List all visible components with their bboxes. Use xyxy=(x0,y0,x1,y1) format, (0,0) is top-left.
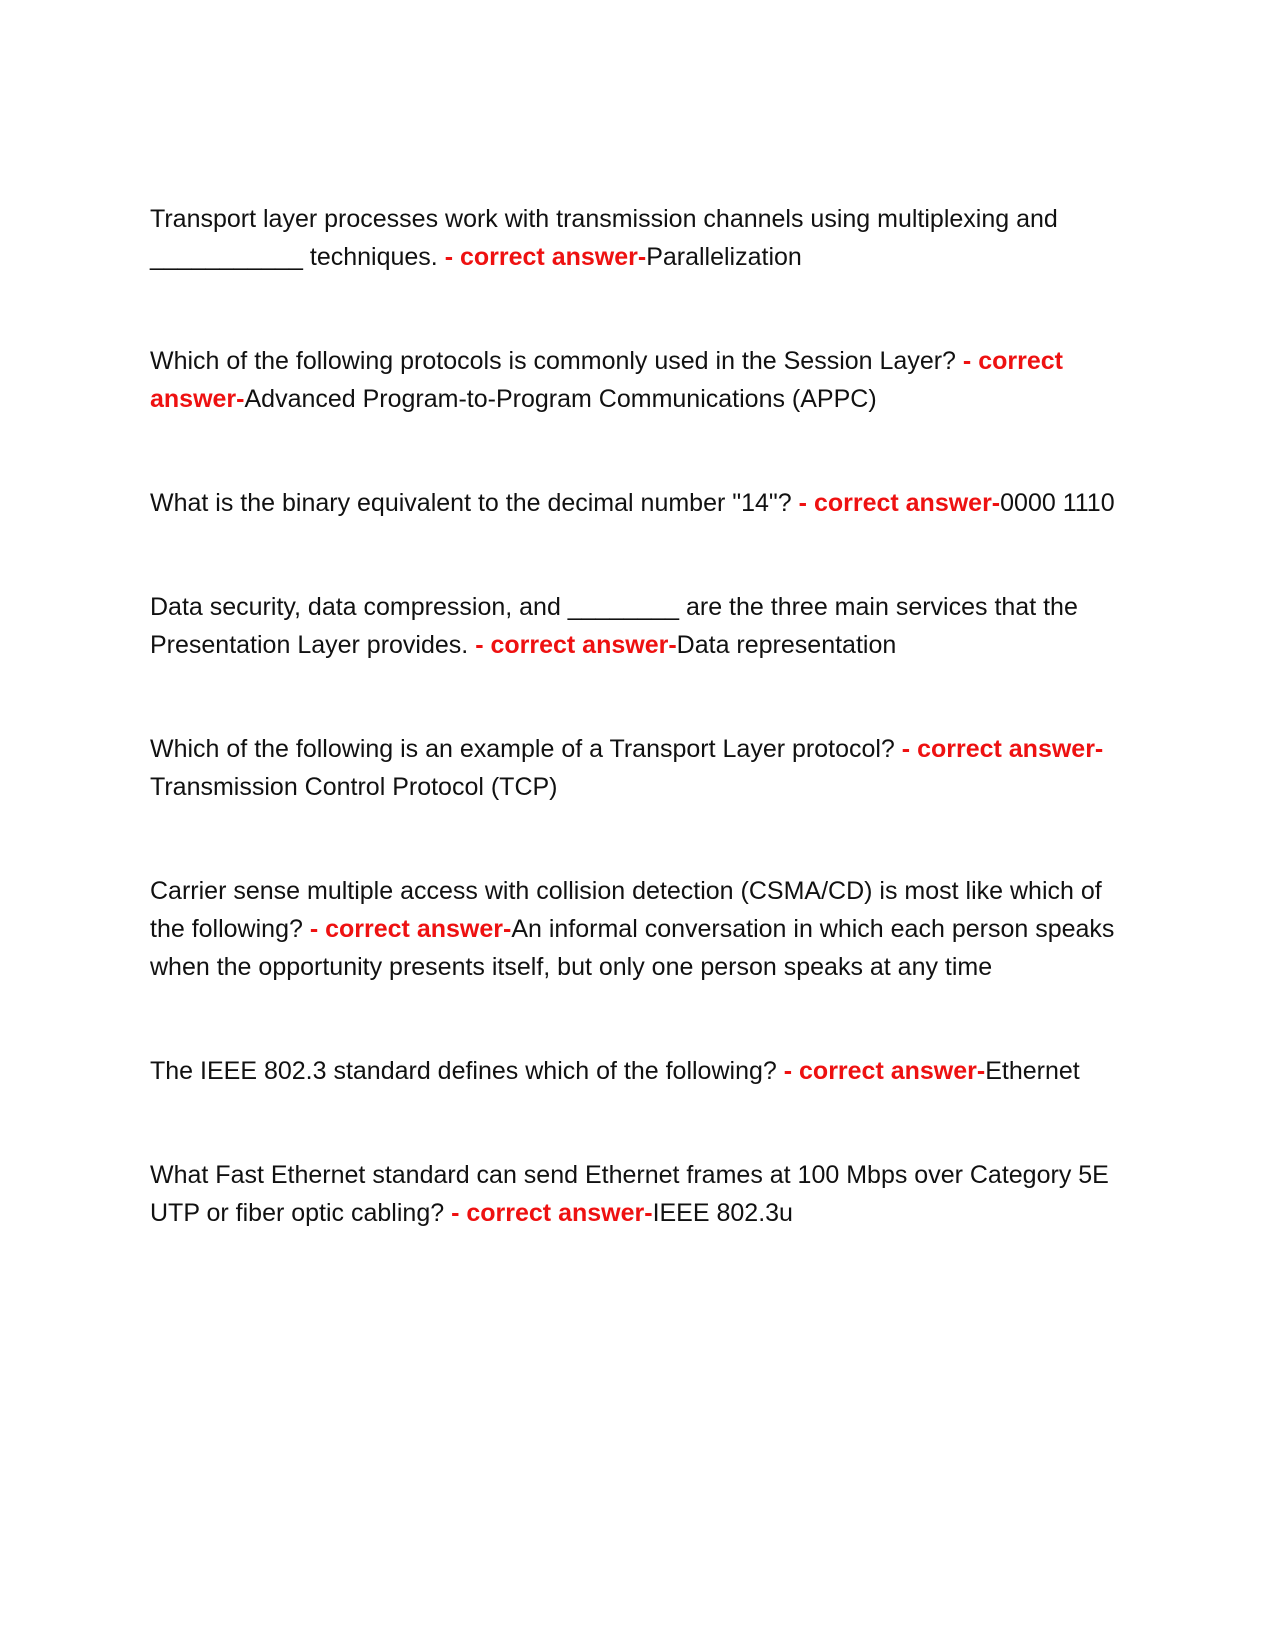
answer-marker: - correct answer- xyxy=(798,489,1001,517)
answer-text: Transmission Control Protocol (TCP) xyxy=(150,773,558,801)
question-text: The IEEE 802.3 standard defines which of the following? xyxy=(150,1057,777,1085)
question-text: What is the binary equivalent to the decimal number "14"? xyxy=(150,489,792,517)
answer-marker: - correct answer- xyxy=(150,347,1063,413)
answer-marker: - correct answer- xyxy=(475,631,677,659)
qa-item-4 xyxy=(150,588,1130,664)
qa-item-5 xyxy=(150,730,1130,806)
qa-list xyxy=(150,200,1130,1298)
answer-marker: - correct answer- xyxy=(451,1199,653,1227)
answer-text: 0000 1110 xyxy=(1000,489,1115,517)
qa-item-1 xyxy=(150,200,1130,276)
question-text: Transport layer processes work with transmission channels using multiplexing and ___________ techniques. xyxy=(150,205,1058,271)
question-text: Which of the following is an example of a Transport Layer protocol? xyxy=(150,735,895,763)
qa-item-2 xyxy=(150,342,1130,418)
qa-item-6 xyxy=(150,872,1130,986)
answer-text: An informal conversation in which each person speaks when the opportunity presents itself, but only one person speaks at any time xyxy=(150,915,1115,981)
answer-marker: - correct answer- xyxy=(783,1057,986,1085)
qa-item-7 xyxy=(150,1052,1130,1090)
answer-marker: - correct answer- xyxy=(309,915,512,943)
answer-text: Ethernet xyxy=(985,1057,1080,1085)
answer-text: IEEE 802.3u xyxy=(652,1199,793,1227)
qa-item-8 xyxy=(150,1156,1130,1232)
question-text: Data security, data compression, and ________ are the three main services that the Presentation Layer provides. xyxy=(150,593,1078,659)
answer-marker: - correct answer- xyxy=(444,243,647,271)
answer-text: Advanced Program-to-Program Communications (APPC) xyxy=(244,385,877,413)
answer-text: Parallelization xyxy=(646,243,802,271)
question-text: Carrier sense multiple access with collision detection (CSMA/CD) is most like which of the following? xyxy=(150,877,1102,943)
answer-text: Data representation xyxy=(676,631,897,659)
question-text: What Fast Ethernet standard can send Ethernet frames at 100 Mbps over Category 5E UTP or fiber optic cabling? xyxy=(150,1161,1109,1227)
qa-item-3 xyxy=(150,484,1130,522)
question-text: Which of the following protocols is commonly used in the Session Layer? xyxy=(150,347,956,375)
answer-marker: - correct answer- xyxy=(901,735,1104,763)
